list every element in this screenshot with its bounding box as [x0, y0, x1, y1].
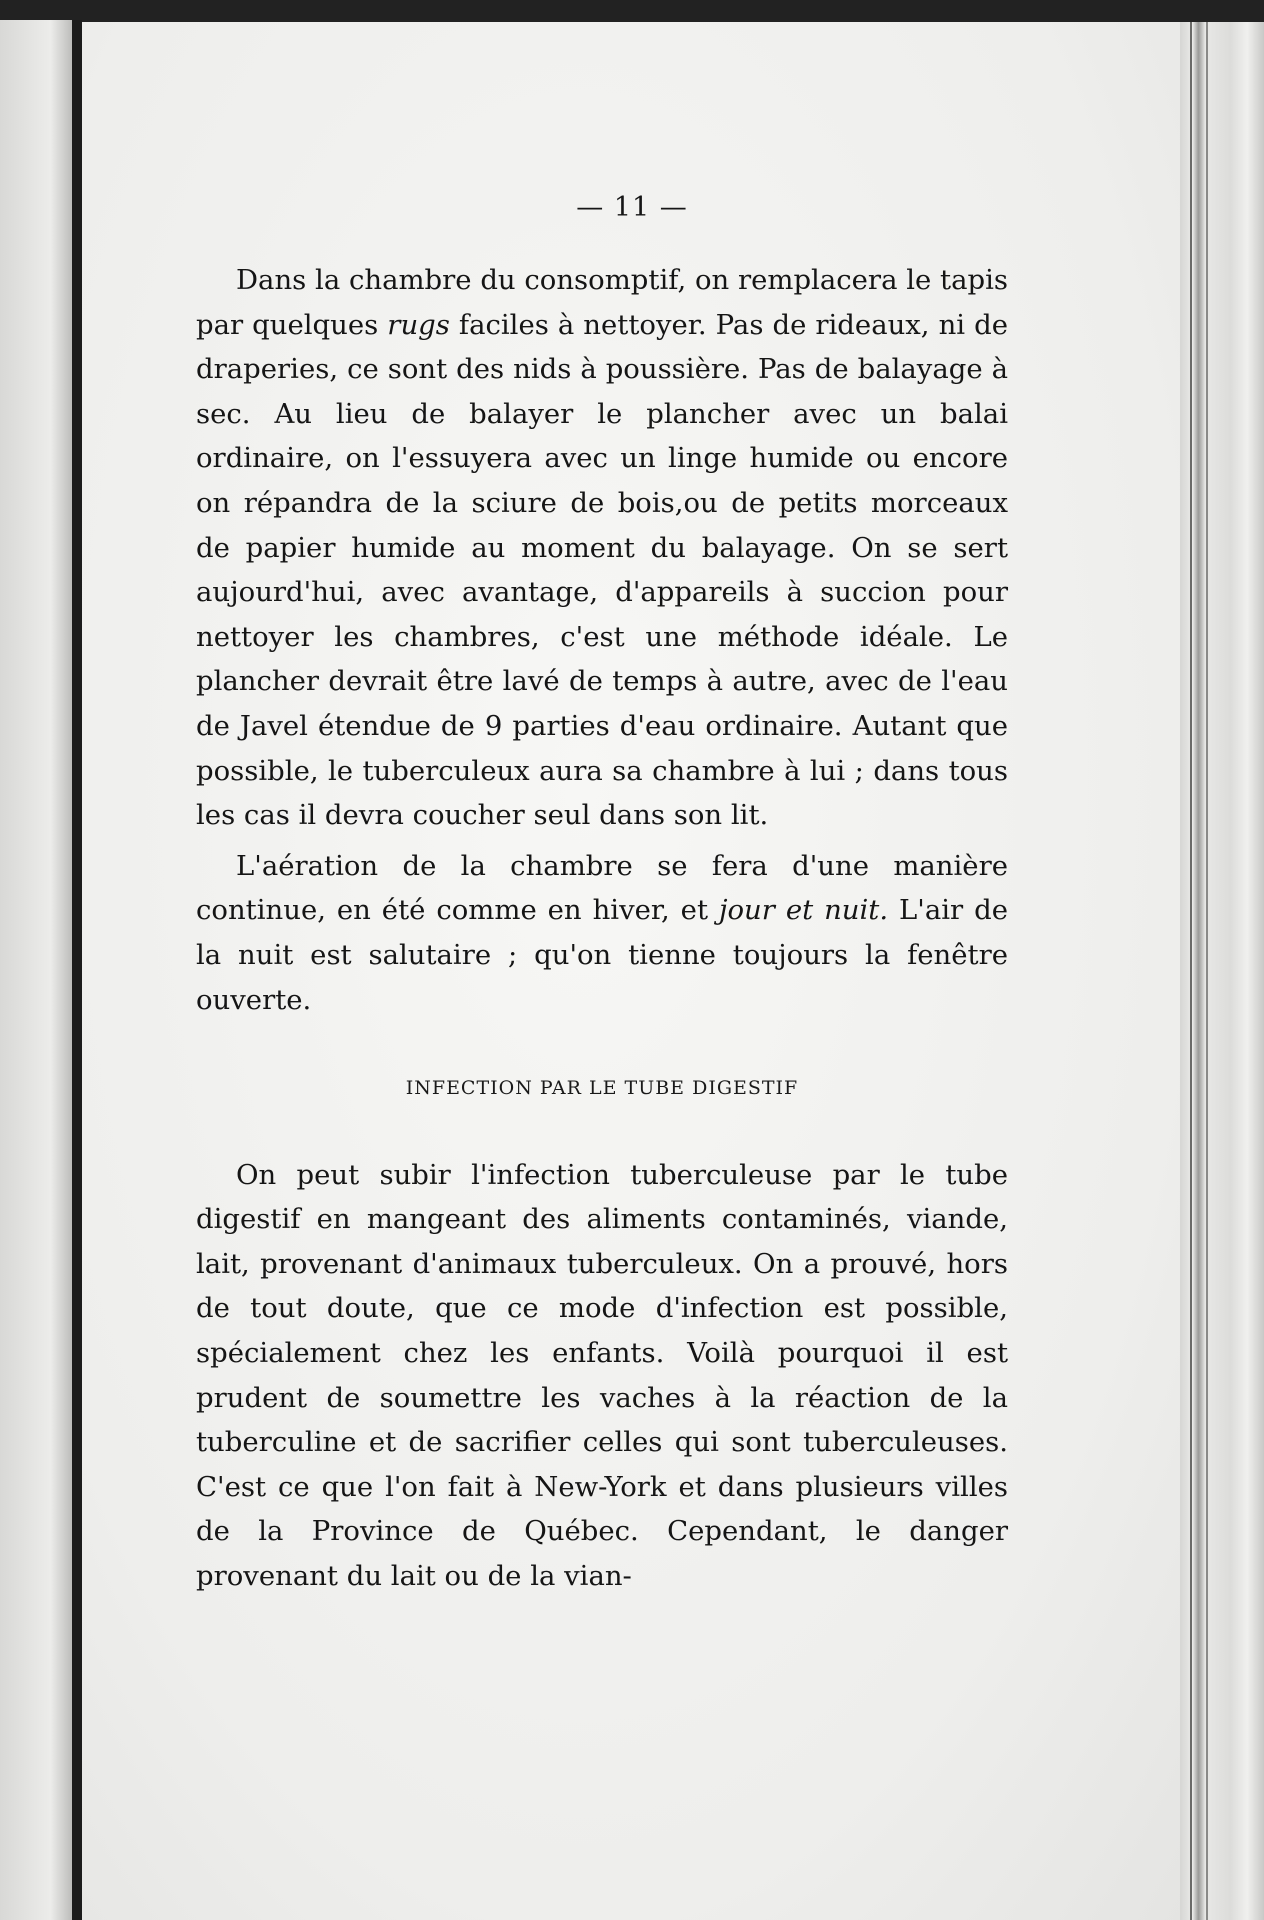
italic-term: rugs — [387, 308, 450, 341]
binding-gutter — [72, 20, 82, 1920]
paragraph-text: L'air de la nuit est salutaire ; qu'on tienne toujours la fenêtre ouverte. — [196, 894, 1008, 1016]
page-edge-line — [1206, 22, 1208, 1920]
previous-page-edge — [0, 20, 72, 1920]
paragraph-chambre — [196, 258, 1008, 838]
paragraph-aeration — [196, 844, 1008, 1022]
paragraph-infection: On peut subir l'infection tuberculeuse par le tube digestif en mangeant des aliments contaminés, viande, lait, provenant d'animaux tuberculeux. On a prouvé, hors de tout doute, que ce mode d'infection est possible, spécialement chez les enfants. Voilà pourquoi il est prudent de soumettre les vaches à la réaction de la tuberculine et de sacrifier celles qui sont tuberculeuses. C'est ce que l'on fait à New-York et dans plusieurs villes de la Province de Québec. Cependant, le danger provenant du lait ou de la vian- — [196, 1158, 1008, 1593]
page-stack-edge — [1180, 22, 1264, 1920]
paragraph-text: L'aération de la chambre se fera d'une manière continue, en été comme en hiver, et — [196, 849, 1008, 927]
page-number: — 11 — — [576, 192, 688, 223]
italic-phrase: jour et nuit. — [718, 894, 889, 927]
page-body — [196, 258, 1008, 1599]
paragraph-text: Dans la chambre du consomptif, on remplacera le tapis par quelques — [196, 264, 1008, 341]
page-edge-line — [1190, 22, 1192, 1920]
section-heading: INFECTION PAR LE TUBE DIGESTIF — [405, 1077, 799, 1100]
paragraph-text: faciles à nettoyer. Pas de rideaux, ni de draperies, ce sont des nids à poussière. Pas de balayage à sec. Au lieu de balayer le plancher avec un balai ordinaire, on l'essuyera avec un linge humide ou encore on répandra de la sciure de bois,ou de petits morceaux de papier humide au moment du balayage. On se sert aujourd'hui, avec avantage, d'appareils à succion pour nettoyer les chambres, c'est une méthode idéale. Le plancher devrait être lavé de temps à autre, avec de l'eau de Javel étendue de 9 parties d'eau ordinaire. Autant que possible, le tuberculeux aura sa chambre à lui ; dans tous les cas il devra coucher seul dans son lit. — [196, 308, 1008, 832]
